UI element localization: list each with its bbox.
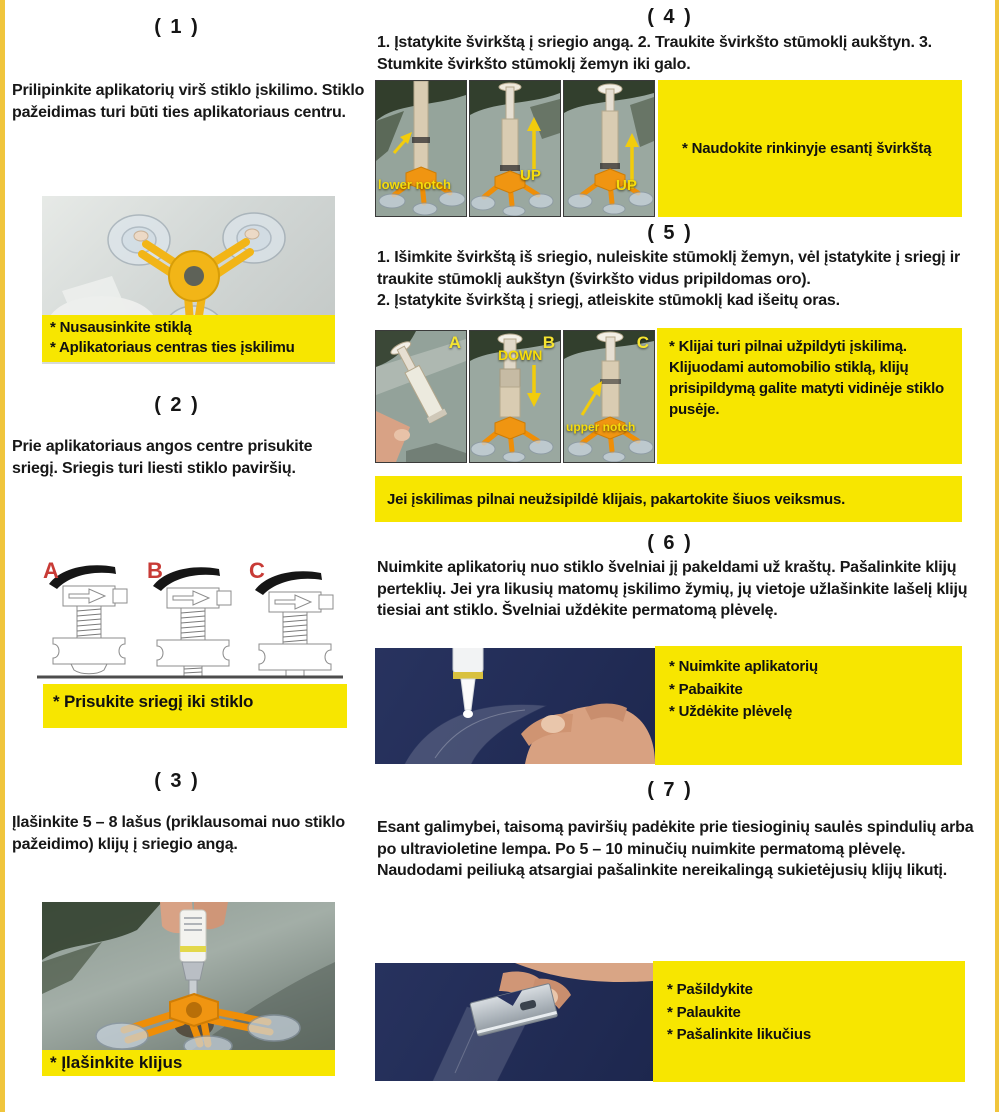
diagram-label-a: A — [43, 560, 59, 583]
callout-line: * Pašalinkite likučius — [667, 1026, 812, 1043]
callout-line: * Nusausinkite stiklą — [50, 318, 192, 336]
section-4-number: ( 4 ) — [647, 6, 693, 28]
section-2-callout: * Prisukite sriegį iki stiklo — [43, 684, 347, 728]
section-3-number: ( 3 ) — [154, 770, 200, 792]
section-7-photo — [375, 963, 653, 1081]
section-6-body: Nuimkite aplikatorių nuo stiklo švelniai jį pakeldami už kraštų. Pašalinkite klijų perteklių. Jei yra likusių matomų įskilimo žymių, jų vietoje užlašinkite lašelį klijų tiesiai ant stiklo. Švelniai uždėkite permatomą plėvelę. — [377, 559, 968, 620]
upper-notch-photo — [563, 330, 655, 463]
section-5-banner: Jei įskilimas pilnai neužsipildė klijais, pakartokite šiuos veiksmus. — [375, 476, 962, 522]
section-6-photo — [375, 648, 655, 764]
section-2-body: Prie aplikatoriaus angos centre prisukite sriegį. Sriegis turi liesti stiklo paviršių. — [12, 438, 313, 477]
section-5-photos — [375, 330, 655, 463]
section-5-body-line-2: 2. Įstatykite švirkštą į sriegį, atleiskite stūmoklį kad išeitų oras. — [377, 292, 840, 310]
blade-scrape-photo — [375, 963, 653, 1081]
photo-annotation: UP — [616, 177, 637, 194]
callout-line: * Nuimkite aplikatorių — [669, 658, 818, 675]
callout-line: * Pašildykite — [667, 981, 753, 998]
section-7-body: Esant galimybei, taisomą paviršių padėkite prie tiesioginių saulės spindulių arba po ultravioletine lempa. Po 5 – 10 minučių nuimkite permatomą plėvelę. Naudodami peiliuką atsargiai pašalinkite nereikalingą sukietėjusių klijų likutį. — [377, 819, 974, 880]
section-6-number: ( 6 ) — [647, 532, 693, 554]
page-right-border — [995, 0, 999, 1112]
section-3-callout: * Įlašinkite klijus — [42, 1050, 335, 1076]
syringe-insert-photo — [375, 80, 467, 217]
section-4-callout: * Naudokite rinkinyje esantį švirkštą — [658, 80, 962, 217]
section-3-photo — [42, 902, 335, 1076]
panel-label: A — [448, 333, 461, 352]
photo-annotation: upper notch — [566, 420, 636, 434]
section-7-number: ( 7 ) — [647, 779, 693, 801]
syringe-push-down-photo — [563, 80, 655, 217]
section-4-photos — [375, 80, 655, 217]
section-5-body-line-1: 1. Išimkite švirkštą iš sriegio, nuleiskite stūmoklį žemyn, vėl įstatykite į sriegį ir traukite stūmoklį aukštyn (švirkšto vidus pripildomas oro). — [377, 249, 961, 288]
plunger-down-photo — [469, 330, 561, 463]
section-2-number: ( 2 ) — [154, 394, 200, 416]
section-5-number: ( 5 ) — [647, 222, 693, 244]
callout-line: * Uždėkite plėvelę — [669, 703, 793, 720]
page-left-border — [0, 0, 5, 1112]
diagram-label-c: C — [249, 560, 265, 583]
section-5-body — [377, 247, 971, 312]
section-6-callout — [655, 646, 962, 765]
callout-line: * Aplikatoriaus centras ties įskilimu — [50, 338, 295, 356]
panel-label: C — [636, 333, 649, 352]
panel-label: B — [542, 333, 555, 352]
section-1-callout — [42, 315, 335, 363]
glue-drop-photo — [42, 902, 335, 1050]
syringe-pull-up-photo — [469, 80, 561, 217]
section-7-callout — [653, 961, 965, 1082]
photo-annotation: DOWN — [498, 347, 543, 363]
section-4-body: 1. Įstatykite švirkštą į sriegio angą. 2. Traukite švirkšto stūmoklį aukštyn. 3. Stumkite švirkšto stūmoklį žemyn iki galo. — [377, 34, 932, 73]
section-1-body: Prilipinkite aplikatorių virš stiklo įskilimo. Stiklo pažeidimas turi būti ties aplikatoriaus centru. — [12, 82, 365, 121]
callout-line: * Palaukite — [667, 1003, 741, 1021]
section-1-number: ( 1 ) — [154, 16, 200, 38]
photo-annotation: lower notch — [378, 177, 451, 192]
section-1-photo — [42, 196, 335, 364]
diagram-label-b: B — [147, 560, 163, 583]
photo-annotation: UP — [520, 167, 541, 184]
syringe-remove-photo — [375, 330, 467, 463]
section-2-diagram — [35, 560, 345, 682]
section-3-body: Įlašinkite 5 – 8 lašus (priklausomai nuo stiklo pažeidimo) klijų į sriegio angą. — [12, 814, 345, 853]
section-5-callout: * Klijai turi pilnai užpildyti įskilimą. Klijuodami automobilio stiklą, klijų prisipildymą galite matyti vidinėje stiklo pusėje. — [657, 328, 962, 464]
screw-depth-diagram — [35, 560, 345, 682]
callout-line: * Pabaikite — [669, 680, 743, 698]
film-apply-photo — [375, 648, 655, 764]
